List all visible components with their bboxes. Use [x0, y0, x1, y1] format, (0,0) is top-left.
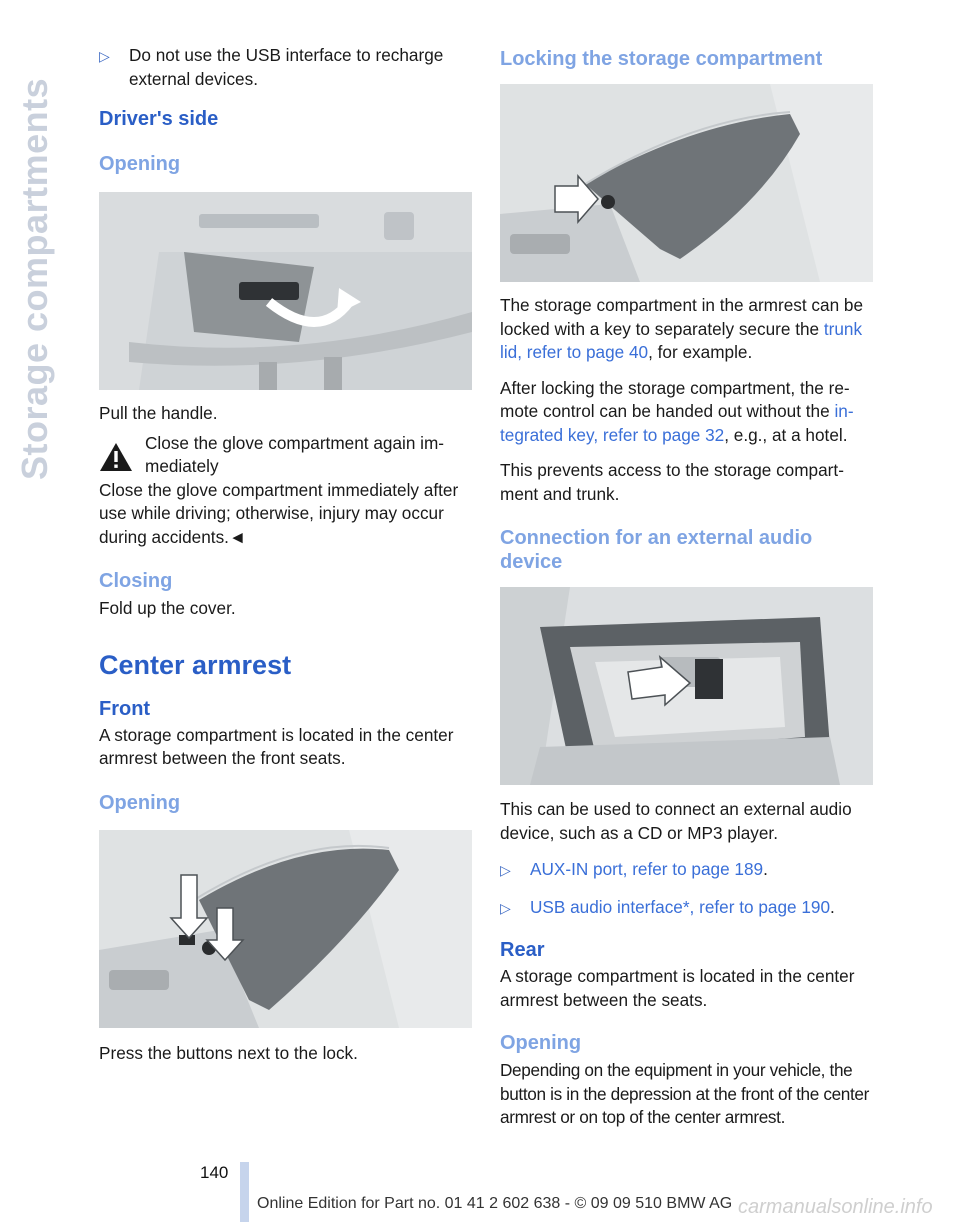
heading-opening-armrest: Opening: [99, 791, 181, 814]
watermark: carmanualsonline.info: [738, 1196, 933, 1218]
link-trunk-lid[interactable]: trunk lid, refer to page 40: [500, 318, 863, 362]
locking-illustration: [500, 84, 873, 282]
heading-locking: Locking the storage compartment: [500, 48, 823, 70]
page-number: 140: [200, 1163, 229, 1182]
press-buttons-text: Press the buttons next to the lock.: [99, 1042, 358, 1063]
armrest-buttons-illustration: [99, 830, 472, 1028]
bullet-aux-text: [530, 858, 874, 883]
rear-text: A storage compartment is located in the center armrest between the seats.: [500, 966, 855, 1010]
heading-center-armrest: Center armrest: [99, 649, 292, 680]
bullet-period: .: [830, 896, 835, 917]
right-column: [500, 44, 874, 1130]
fold-cover-text: Fold up the cover.: [99, 598, 236, 618]
warning-body: Close the glove compartment immediately after use while driving; otherwise, injury may occur during accidents.◄: [99, 479, 459, 547]
link-usb-audio-interface[interactable]: USB audio interface*, refer to page 190: [530, 896, 831, 917]
locking-paragraph-1: [500, 294, 874, 365]
locking-p1-text: The storage compartment in the armrest can be locked with a key to separately secure the: [500, 295, 864, 339]
figure-glove-compartment: [99, 192, 472, 390]
locking-paragraph-3: This prevents access to the storage compartment and trunk.: [500, 460, 844, 504]
warning-title: Close the glove compartment again immediately: [145, 432, 445, 476]
warning-triangle-icon: [99, 432, 145, 479]
link-integrated-key[interactable]: integrated key, refer to page 32: [500, 401, 854, 445]
left-column: [99, 44, 473, 1065]
bullet-aux-in: [500, 858, 874, 883]
heading-opening: Opening: [99, 153, 181, 175]
audio-connection-illustration: [500, 587, 873, 785]
warning-block: [99, 432, 473, 479]
heading-drivers-side: Driver's side: [99, 108, 219, 130]
bullet-usb-text: [530, 896, 874, 921]
footer-accent-bar: [240, 1162, 249, 1222]
locking-p2-end: , e.g., at a hotel.: [724, 424, 848, 445]
opening-rear-text: Depending on the equipment in your vehicle, the button is in the depression at the front of the center armrest or on top of the center armrest.: [500, 1060, 870, 1127]
heading-connection-audio: Connection for an external audio device: [500, 527, 813, 573]
figure-armrest-buttons: [99, 830, 472, 1028]
heading-opening-rear: Opening: [500, 1032, 582, 1054]
heading-rear: Rear: [500, 939, 545, 961]
bullet-usb-warning: [99, 44, 473, 91]
pull-handle-text: Pull the handle.: [99, 403, 218, 423]
side-title-text: Storage compartments: [14, 77, 55, 480]
footer-edition: Online Edition for Part no. 01 41 2 602 638 - © 09 09 510 BMW AG: [257, 1195, 733, 1212]
front-text: A storage compartment is located in the center armrest between the front seats.: [99, 724, 454, 768]
glove-compartment-illustration: [99, 192, 472, 390]
bullet-triangle-icon: ▷: [500, 899, 511, 916]
side-section-title: [14, 40, 58, 480]
bullet-period: .: [763, 859, 768, 879]
heading-closing: Closing: [99, 570, 173, 592]
heading-front: Front: [99, 697, 151, 720]
locking-paragraph-2: [500, 377, 874, 448]
bullet-usb-audio: [500, 896, 874, 921]
bullet-text: Do not use the USB interface to recharge external devices.: [129, 45, 444, 89]
connection-text: This can be used to connect an external audio device, such as a CD or MP3 player.: [500, 799, 852, 843]
figure-audio-connection: [500, 587, 873, 785]
bullet-triangle-icon: ▷: [99, 48, 110, 64]
locking-p1-end: , for example.: [648, 342, 753, 362]
locking-p2-text: After locking the storage compartment, the remote control can be handed out without the: [500, 377, 850, 421]
figure-locking: [500, 84, 873, 282]
link-aux-in-port[interactable]: AUX-IN port, refer to page 189: [530, 859, 764, 879]
bullet-triangle-icon: ▷: [500, 862, 511, 878]
